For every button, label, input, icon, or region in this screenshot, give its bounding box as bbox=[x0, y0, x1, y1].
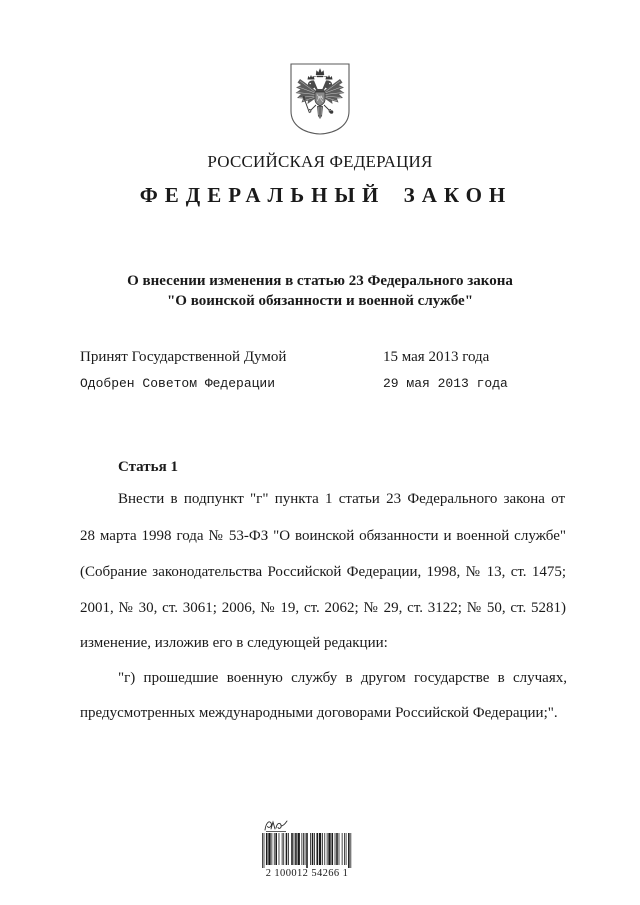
barcode-bar bbox=[295, 833, 297, 865]
country-name: РОССИЙСКАЯ ФЕДЕРАЦИЯ bbox=[207, 152, 433, 171]
barcode-bar bbox=[306, 833, 308, 868]
handwritten-mark bbox=[263, 817, 289, 833]
article-text-line: Внести в подпункт "г" пункта 1 статьи 23 Федерального закона от bbox=[118, 491, 565, 507]
barcode-bar bbox=[303, 833, 304, 865]
law-title-line-1: О внесении изменения в статью 23 Федерального закона bbox=[127, 273, 513, 289]
barcode-bar bbox=[350, 833, 351, 868]
barcode-bar bbox=[266, 833, 268, 865]
barcode-bar bbox=[348, 833, 350, 868]
barcode-bar bbox=[305, 833, 306, 865]
approved-by-council-date: 29 мая 2013 года bbox=[383, 376, 508, 391]
document-type-heading: ФЕДЕРАЛЬНЫЙ ЗАКОН bbox=[139, 183, 513, 207]
barcode-bar bbox=[344, 833, 345, 865]
barcode-bar bbox=[274, 833, 275, 865]
barcode-bar bbox=[279, 833, 280, 865]
barcode-bar bbox=[291, 833, 293, 865]
barcode-bar bbox=[310, 833, 311, 865]
barcode-bar bbox=[275, 833, 277, 865]
barcode-bar bbox=[264, 833, 265, 868]
approved-by-council-label: Одобрен Советом Федерации bbox=[80, 376, 276, 391]
article-text-line: 28 марта 1998 года № 53-ФЗ "О воинской обязанности и военной службе" bbox=[80, 528, 566, 544]
article-text-line: (Собрание законодательства Российской Федерации, 1998, № 13, ст. 1475; bbox=[80, 564, 566, 580]
barcode-bar bbox=[314, 833, 315, 865]
article-text-line: изменение, изложив его в следующей редакции: bbox=[80, 635, 388, 651]
barcode-bar bbox=[286, 833, 288, 865]
coat-of-arms-icon bbox=[287, 61, 353, 137]
barcode-bar bbox=[316, 833, 318, 865]
barcode-bar bbox=[294, 833, 295, 865]
barcode-bar bbox=[335, 833, 336, 865]
barcode-bar bbox=[346, 833, 347, 865]
article-text-line: "г) прошедшие военную службу в другом государстве в случаях, bbox=[118, 670, 567, 686]
barcode-bar bbox=[319, 833, 321, 865]
barcode-bar bbox=[339, 833, 340, 865]
barcode-bar bbox=[322, 833, 323, 865]
adopted-by-duma-label: Принят Государственной Думой bbox=[80, 349, 287, 365]
barcode-bar bbox=[282, 833, 283, 865]
barcode-icon bbox=[262, 833, 352, 868]
barcode-bar bbox=[268, 833, 270, 865]
barcode-bar bbox=[312, 833, 314, 865]
barcode-number: 2 100012 54266 1 bbox=[265, 868, 349, 879]
law-title-line-2: "О воинской обязанности и военной службе" bbox=[166, 293, 474, 309]
barcode-bar bbox=[301, 833, 302, 865]
barcode-bar bbox=[324, 833, 325, 865]
barcode-bar bbox=[336, 833, 338, 865]
article-text-line: 2001, № 30, ст. 3061; 2006, № 19, ст. 2062; № 29, ст. 3122; № 50, ст. 5281) bbox=[80, 600, 566, 616]
barcode-bar bbox=[327, 833, 328, 865]
article-text-line: предусмотренных международными договорами Российской Федерации;". bbox=[80, 705, 558, 721]
barcode-bar bbox=[328, 833, 330, 865]
barcode-bar bbox=[262, 833, 263, 868]
barcode-bar bbox=[342, 833, 343, 865]
barcode-bar bbox=[283, 833, 284, 865]
barcode-bar bbox=[288, 833, 289, 865]
barcode-bar bbox=[298, 833, 300, 865]
barcode-bar bbox=[271, 833, 272, 865]
adopted-by-duma-date: 15 мая 2013 года bbox=[383, 349, 490, 365]
barcode-bar bbox=[331, 833, 333, 865]
article-heading: Статья 1 bbox=[118, 459, 178, 475]
